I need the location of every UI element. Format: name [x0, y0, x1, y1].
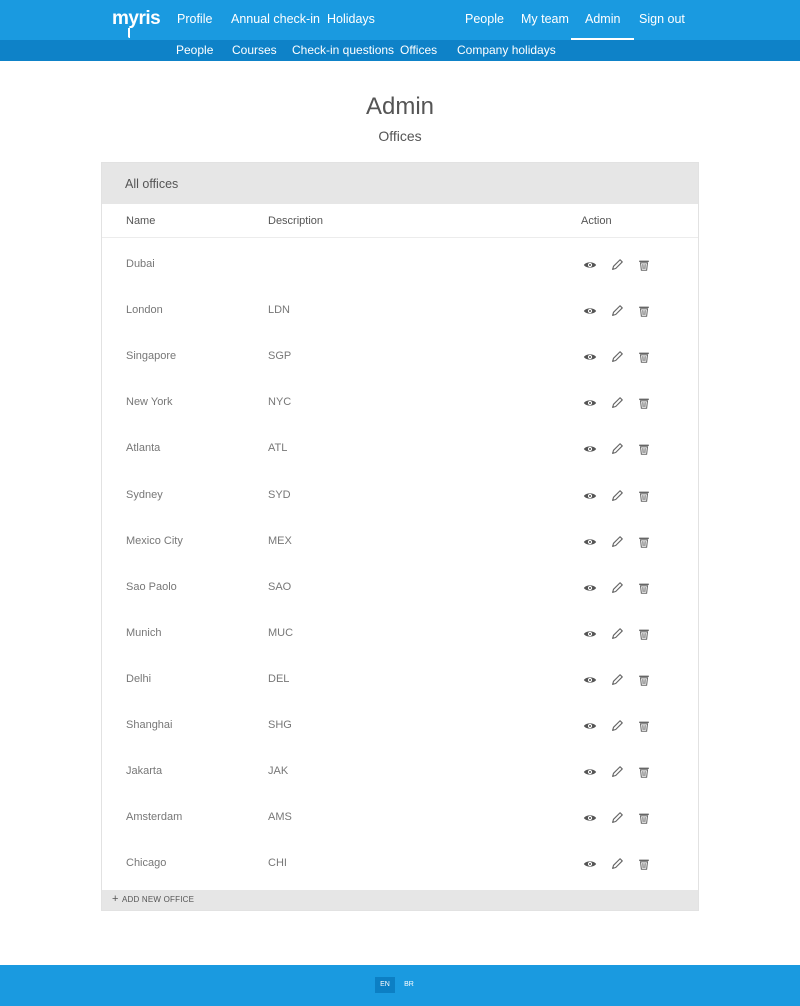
- office-name: Munich: [126, 626, 162, 639]
- edit-office-button[interactable]: [610, 442, 624, 456]
- footer: [0, 965, 800, 1006]
- pencil-icon: [610, 719, 624, 733]
- edit-office-button[interactable]: [610, 857, 624, 871]
- table-row: [102, 795, 698, 841]
- edit-office-button[interactable]: [610, 673, 624, 687]
- page-subtitle: Offices: [378, 128, 422, 144]
- trash-icon: [637, 857, 651, 871]
- view-office-button[interactable]: [583, 581, 597, 595]
- trash-icon: [637, 719, 651, 733]
- trash-icon: [637, 673, 651, 687]
- language-br[interactable]: BR: [404, 981, 414, 988]
- office-name: Amsterdam: [126, 811, 183, 824]
- edit-office-button[interactable]: [610, 489, 624, 503]
- pencil-icon: [610, 396, 624, 410]
- panel-title: All offices: [125, 177, 179, 191]
- pencil-icon: [610, 304, 624, 318]
- view-office-button[interactable]: [583, 765, 597, 779]
- eye-icon: [583, 258, 597, 272]
- nav-people[interactable]: People: [465, 12, 504, 26]
- office-name: Singapore: [126, 350, 177, 363]
- delete-office-button[interactable]: [637, 719, 651, 733]
- view-office-button[interactable]: [583, 857, 597, 871]
- office-description: LDN: [268, 304, 291, 317]
- table-row: [102, 841, 698, 887]
- nav-holidays[interactable]: Holidays: [327, 12, 375, 26]
- edit-office-button[interactable]: [610, 396, 624, 410]
- pencil-icon: [610, 765, 624, 779]
- office-description: MEX: [268, 534, 292, 547]
- view-office-button[interactable]: [583, 304, 597, 318]
- page-title: Admin: [365, 93, 435, 120]
- office-description: SAO: [268, 580, 292, 593]
- eye-icon: [583, 719, 597, 733]
- view-office-button[interactable]: [583, 442, 597, 456]
- pencil-icon: [610, 350, 624, 364]
- edit-office-button[interactable]: [610, 719, 624, 733]
- view-office-button[interactable]: [583, 535, 597, 549]
- trash-icon: [637, 304, 651, 318]
- edit-office-button[interactable]: [610, 350, 624, 364]
- table-row: [102, 334, 698, 380]
- trash-icon: [637, 258, 651, 272]
- eye-icon: [583, 304, 597, 318]
- edit-office-button[interactable]: [610, 581, 624, 595]
- pencil-icon: [610, 581, 624, 595]
- logo-tail-mark: [128, 28, 130, 38]
- office-name: Delhi: [126, 672, 152, 685]
- delete-office-button[interactable]: [637, 442, 651, 456]
- language-en[interactable]: EN: [375, 977, 395, 993]
- table-row: [102, 473, 698, 519]
- pencil-icon: [610, 673, 624, 687]
- myris-logo[interactable]: [112, 8, 160, 30]
- table-row: [102, 749, 698, 795]
- trash-icon: [637, 489, 651, 503]
- view-office-button[interactable]: [583, 811, 597, 825]
- office-name: London: [126, 304, 163, 317]
- table-row: [102, 426, 698, 472]
- pencil-icon: [610, 442, 624, 456]
- edit-office-button[interactable]: [610, 811, 624, 825]
- delete-office-button[interactable]: [637, 811, 651, 825]
- view-office-button[interactable]: [583, 627, 597, 641]
- table-row: [102, 657, 698, 703]
- eye-icon: [583, 765, 597, 779]
- subnav-people[interactable]: People: [176, 43, 214, 57]
- trash-icon: [637, 811, 651, 825]
- delete-office-button[interactable]: [637, 627, 651, 641]
- table-row: [102, 242, 698, 288]
- office-description: MUC: [268, 626, 294, 639]
- view-office-button[interactable]: [583, 489, 597, 503]
- edit-office-button[interactable]: [610, 535, 624, 549]
- office-name: Atlanta: [126, 442, 161, 455]
- eye-icon: [583, 535, 597, 549]
- eye-icon: [583, 811, 597, 825]
- eye-icon: [583, 627, 597, 641]
- admin-subnav: [0, 40, 800, 61]
- view-office-button[interactable]: [583, 396, 597, 410]
- delete-office-button[interactable]: [637, 765, 651, 779]
- eye-icon: [583, 489, 597, 503]
- column-header-description: Description: [268, 215, 324, 227]
- pencil-icon: [610, 811, 624, 825]
- nav-admin[interactable]: Admin: [585, 0, 620, 40]
- header-divider: [102, 237, 698, 238]
- office-name: Jakarta: [126, 765, 163, 778]
- trash-icon: [637, 350, 651, 364]
- edit-office-button[interactable]: [610, 627, 624, 641]
- trash-icon: [637, 442, 651, 456]
- trash-icon: [637, 535, 651, 549]
- office-description: SHG: [268, 719, 292, 731]
- table-row: [102, 565, 698, 611]
- trash-icon: [637, 581, 651, 595]
- edit-office-button[interactable]: [610, 304, 624, 318]
- eye-icon: [583, 350, 597, 364]
- office-name: Sydney: [126, 488, 163, 501]
- subnav-courses[interactable]: Courses: [232, 43, 277, 57]
- office-name: New York: [126, 396, 173, 409]
- edit-office-button[interactable]: [610, 765, 624, 779]
- delete-office-button[interactable]: [637, 350, 651, 364]
- plus-icon: +: [112, 893, 119, 905]
- nav-profile[interactable]: Profile: [177, 12, 213, 26]
- eye-icon: [583, 581, 597, 595]
- eye-icon: [583, 857, 597, 871]
- delete-office-button[interactable]: [637, 489, 651, 503]
- office-name: Shanghai: [126, 719, 173, 731]
- table-row: [102, 611, 698, 657]
- eye-icon: [583, 673, 597, 687]
- add-new-office-label: ADD NEW OFFICE: [122, 895, 195, 904]
- table-row: [102, 519, 698, 565]
- office-description: DEL: [268, 672, 290, 685]
- edit-office-button[interactable]: [610, 258, 624, 272]
- table-row: [102, 380, 698, 426]
- column-header-name: Name: [126, 215, 156, 227]
- office-description: NYC: [268, 396, 292, 409]
- trash-icon: [637, 627, 651, 641]
- view-office-button[interactable]: [583, 350, 597, 364]
- delete-office-button[interactable]: [637, 673, 651, 687]
- eye-icon: [583, 396, 597, 410]
- office-description: SGP: [268, 350, 292, 363]
- office-description: AMS: [268, 811, 292, 824]
- subnav-offices[interactable]: Offices: [400, 43, 438, 57]
- office-description: CHI: [268, 857, 287, 870]
- delete-office-button[interactable]: [637, 581, 651, 595]
- panel-header: [102, 163, 698, 204]
- view-office-button[interactable]: [583, 673, 597, 687]
- eye-icon: [583, 442, 597, 456]
- delete-office-button[interactable]: [637, 258, 651, 272]
- subnav-check-in-questions[interactable]: Check-in questions: [292, 43, 395, 57]
- logo-text: myris: [112, 8, 161, 29]
- trash-icon: [637, 765, 651, 779]
- delete-office-button[interactable]: [637, 396, 651, 410]
- table-row: [102, 703, 698, 749]
- top-navbar: [0, 0, 800, 40]
- pencil-icon: [610, 627, 624, 641]
- nav-sign-out[interactable]: Sign out: [639, 12, 685, 26]
- view-office-button[interactable]: [583, 258, 597, 272]
- pencil-icon: [610, 258, 624, 272]
- delete-office-button[interactable]: [637, 535, 651, 549]
- table-row: [102, 288, 698, 334]
- office-name: Mexico City: [126, 534, 183, 547]
- nav-annual-check-in[interactable]: Annual check-in: [231, 12, 320, 26]
- office-description: SYD: [268, 488, 291, 501]
- office-name: Sao Paolo: [126, 580, 177, 593]
- office-description: JAK: [268, 765, 289, 778]
- office-description: ATL: [268, 442, 288, 455]
- nav-my-team[interactable]: My team: [521, 12, 569, 26]
- pencil-icon: [610, 489, 624, 503]
- pencil-icon: [610, 857, 624, 871]
- delete-office-button[interactable]: [637, 857, 651, 871]
- offices-panel: [101, 162, 699, 911]
- trash-icon: [637, 396, 651, 410]
- office-name: Dubai: [126, 258, 155, 270]
- office-name: Chicago: [126, 857, 167, 870]
- subnav-company-holidays[interactable]: Company holidays: [457, 43, 556, 57]
- pencil-icon: [610, 535, 624, 549]
- column-header-action: Action: [581, 215, 612, 227]
- view-office-button[interactable]: [583, 719, 597, 733]
- add-new-office-button[interactable]: [102, 890, 698, 910]
- delete-office-button[interactable]: [637, 304, 651, 318]
